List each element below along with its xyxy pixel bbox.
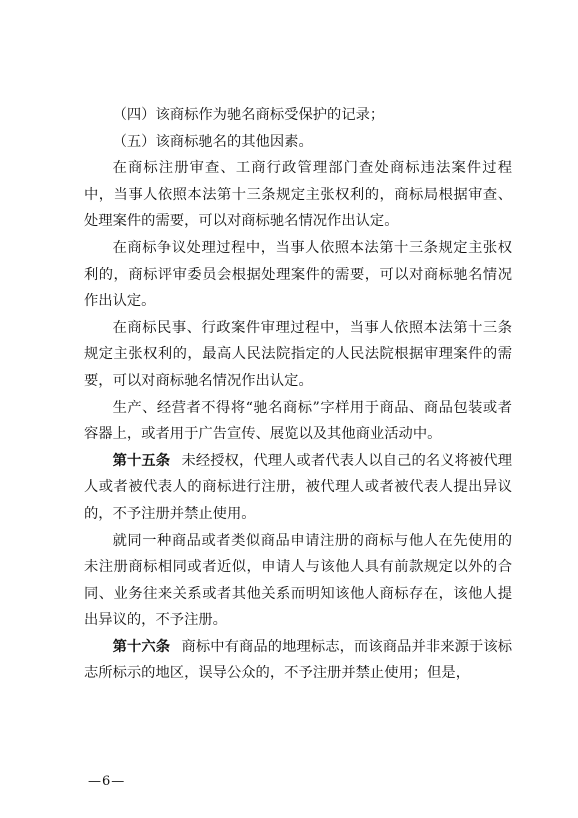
paragraph-3 <box>84 155 512 235</box>
paragraph-4 <box>84 235 512 315</box>
paragraph-6 <box>84 395 512 448</box>
paragraph-text: 未经授权，代理人或者代表人以自己的名义将被代理人或者被代表人的商标进行注册，被代理人或者被代表人提出异议的，不予注册并禁止使用。 <box>84 452 513 522</box>
paragraph-text: 生产、经营者不得将“驰名商标”字样用于商品、商品包装或者容器上，或者用于广告宣传、展览以及其他商业活动中。 <box>84 399 512 443</box>
paragraph-text: 在商标民事、行政案件审理过程中，当事人依照本法第十三条规定主张权利的，最高人民法院指定的人民法院根据审理案件的需要，可以对商标驰名情况作出认定。 <box>84 319 512 389</box>
document-body <box>84 102 512 687</box>
article-16 <box>84 634 512 687</box>
paragraph-text: （五）该商标驰名的其他因素。 <box>112 133 313 150</box>
paragraph-8 <box>84 528 512 634</box>
page-number: —6— <box>88 774 126 789</box>
paragraph-1 <box>84 102 512 129</box>
article-number: 第十五条 <box>112 452 171 469</box>
article-number: 第十六条 <box>112 638 171 655</box>
paragraph-text: 在商标争议处理过程中，当事人依照本法第十三条规定主张权利的，商标评审委员会根据处理案件的需要，可以对商标驰名情况作出认定。 <box>84 239 512 310</box>
paragraph-2 <box>84 129 512 156</box>
paragraph-text: 商标中有商品的地理标志，而该商品并非来源于该标志所标示的地区，误导公众的，不予注册并禁止使用；但是， <box>84 638 513 682</box>
paragraph-text: （四）该商标作为驰名商标受保护的记录； <box>112 107 385 123</box>
article-15 <box>84 448 512 528</box>
paragraph-text: 就同一种商品或者类似商品申请注册的商标与他人在先使用的未注册商标相同或者近似，申请人与该他人具有前款规定以外的合同、业务往来关系或者其他关系而明知该他人商标存在，该他人提出异议的，不予注册。 <box>84 532 512 629</box>
paragraph-text: 在商标注册审查、工商行政管理部门查处商标违法案件过程中，当事人依照本法第十三条规定主张权利的，商标局根据审查、处理案件的需要，可以对商标驰名情况作出认定。 <box>84 160 512 230</box>
paragraph-5 <box>84 315 512 395</box>
